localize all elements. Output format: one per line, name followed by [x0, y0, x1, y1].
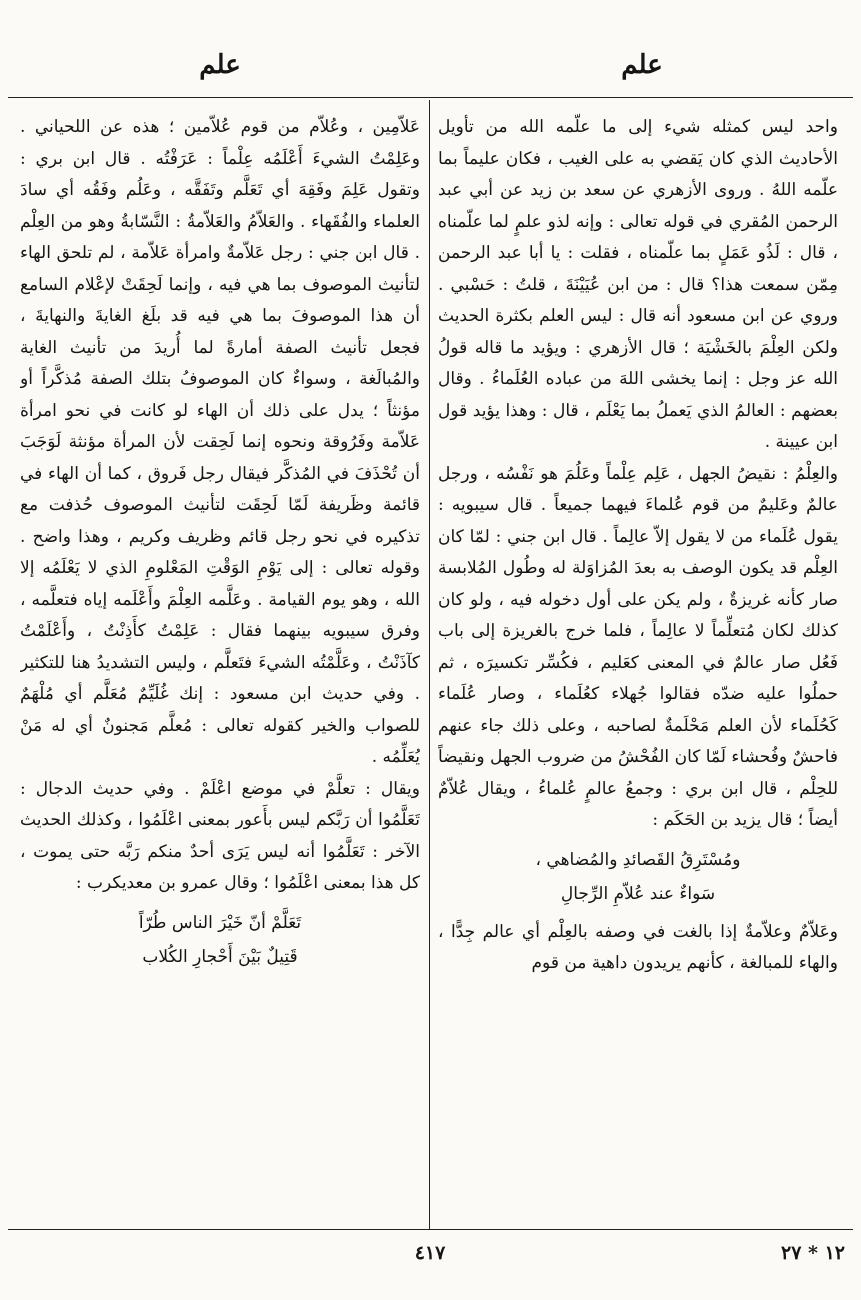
left-paragraph-2: ويقال : تعلَّمْ في موضع اعْلَمْ . وفي حديث الدجال : تَعَلَّمُوا أن رَبَّكم ليس بأَعور بمعنى اعْلَمُوا ، وكذلك الحديث الآخر : تَعَلَّمُوا أنه ليس يَرَى أحدٌ منكم رَبَّه حتى يموت ، كل هذا بمعنى اعْلَمُوا ؛ وقال عمرو بن معديكرب :	[20, 778, 420, 893]
left-verse-line-1: تَعَلَّمْ أنّ خَيْرَ الناس طُرّاً	[138, 912, 302, 933]
left-paragraph-1: عَلاّمِين ، وعُلاّم من قوم عُلاّمين ؛ هذه عن اللحياني . وعَلِمْتُ الشيءَ أَعْلَمُه عِلْماً : عَرَفْتُه . قال ابن بري : وتقول عَلِمَ وفَقِهَ أي تَعَلَّم وتَفَقَّه ، وعَلُم وفَقُه أي سادَ العلماء والفُقَهاء . والعَلاّمُ والعَلاّمةُ : النَّسّابةُ وهو من العِلْم . قال ابن جني : رجل عَلاّمةٌ وامرأة عَلاّمة ، لم تلحق الهاء لتأنيث الموصوف بما هي فيه ، وإنما لَحِقَتْ لإعْلام السامع أن هذا الموصوفَ بما هي فيه قد بلَغ الغايةَ والنهايةَ ، فجعل تأنيث الصفة أمارةً لما أُريدَ من تأنيث الغاية والمُبالَغة ، وسواءٌ كان الموصوفُ بتلك الصفة مُذكَّراً أو مؤنثاً ؛ يدل على ذلك أن الهاء لو كانت في نحو امرأة عَلاّمة وفَرُوقة ونحوه إنما لَحِقت لأن المرأة مؤنثة لَوَجَبَ أن تُحْذَفَ في المُذكَّر فيقال رجل فَروق ، كما أن الهاء في قائمة وظَريفة لَمّا لَحِقَت لتأنيث الموصوف حُذفت مع تذكيره في نحو رجل قائم وظريف وكريم ، وهذا واضح . وقوله تعالى : إلى يَوْمِ الوَقْتِ المَعْلومِ الذي لا يَعْلَمُه إلا الله ، وهو يوم القيامة . وعَلَّمه العِلْمَ وأَعْلَمه إياه فتعلَّمه ، وفرق سيبويه بينهما فقال : عَلِمْتُ كأَذِنْتُ ، وأَعْلَمْتُ كآذَنْتُ ، وعَلَّمْتُه الشيءَ فتَعلَّم ، وليس التشديدُ هنا للتكثير . وفي حديث ابن مسعود : إنك غُلَيِّمٌ مُعَلَّم أي مُلْهَمٌ للصواب والخير كقوله تعالى : مُعلَّم مَجنونٌ أي له مَنْ يُعَلِّمُه .	[20, 117, 420, 767]
left-column	[20, 112, 420, 1227]
running-header-right: علم	[621, 50, 663, 80]
top-rule	[8, 97, 853, 98]
bottom-rule	[8, 1229, 853, 1230]
right-verse-line-1: ومُسْتَرِقُ القَصائدِ والمُضاهي ،	[535, 849, 741, 870]
left-verse-line-2: قَتِيلٌ بَيْنَ أَحْجارِ الكُلاب	[142, 946, 298, 967]
right-verse	[438, 843, 838, 911]
printer-signature: ١٢ * ٢٧	[780, 1242, 845, 1264]
right-paragraph-2: والعِلْمُ : نقيضُ الجهل ، عَلِم عِلْماً وعَلُمَ هو نَفْسُه ، ورجل عالمٌ وعَليمٌ من قوم عُلماءَ فيهما جميعاً . قال سيبويه : يقول عُلَماء من لا يقول إلاّ عالِماً . قال ابن جني : لمّا كان العِلْم قد يكون الوصف به بعدَ المُزاوَلة له وطُول المُلابسة صار كأنه غريزةٌ ، ولم يكن على أول دخوله فيه ، ولو كان كذلك لكان مُتعلِّماً لا عالِماً ، فلما خرج بالغريزة إلى باب فَعُل صار عالمٌ في المعنى كعَليم ، فكُسِّر تكسيرَه ، ثم حملُوا عليه ضدّه فقالوا جُهلاء كعُلَماء ، وصار عُلَماء كَحُلَماء لأن العلم مَحْلَمةٌ لصاحبه ، وعلى ذلك جاء عنهم فاحشٌ وفُحشاء لَمّا كان الفُحْشُ من ضروب الجهل ونقيضاً للحِلْم ، قال ابن بري : وجمعُ عالمٍ عُلماءُ ، ويقال عُلاّمٌ أيضاً ؛ قال يزيد بن الحَكَم :	[438, 463, 838, 830]
column-divider	[429, 100, 430, 1230]
page-number: ٤١٧	[414, 1242, 446, 1264]
right-paragraph-1: واحد ليس كمثله شيء إلى ما علّمه الله من تأويل الأحاديث الذي كان يَقضي به على الغيب ، فكان عليماً بما علّمه اللهُ . وروى الأزهري عن سعد بن زيد عن أبي عبد الرحمن المُقري في قوله تعالى : وإنه لذو علمٍ لما علّمناه ، قال : لَذُو عَمَلٍ بما علّمناه ، فقلت : يا أبا عبد الرحمن مِمّن سمعت هذا؟ قال : من ابن عُيَيْنَةَ ، قلتُ : حَسْبي . وروي عن ابن مسعود أنه قال : ليس العلم بكثرة الحديث ولكن العِلْمَ بالخَشْيَة ؛ قال الأزهري : ويؤيد ما قاله قولُ الله عز وجل : إنما يخشى اللهَ من عباده العُلَماءُ . وقال بعضهم : العالمُ الذي يَعملُ بما يَعْلَم ، قال : وهذا يؤيد قول ابن عيينة .	[438, 117, 838, 452]
right-paragraph-3: وعَلاّمٌ وعلاّمةٌ إذا بالغت في وصفه بالعِلْم أي عالم جِدًّا ، والهاء للمبالغة ، كأنهم يريدون داهية من قوم	[438, 921, 838, 973]
right-verse-line-2: سَواءٌ عند عُلاّمِ الرِّجالِ	[560, 883, 716, 904]
right-column	[438, 112, 838, 1227]
running-header-left: علم	[199, 50, 241, 80]
left-verse	[20, 906, 420, 974]
